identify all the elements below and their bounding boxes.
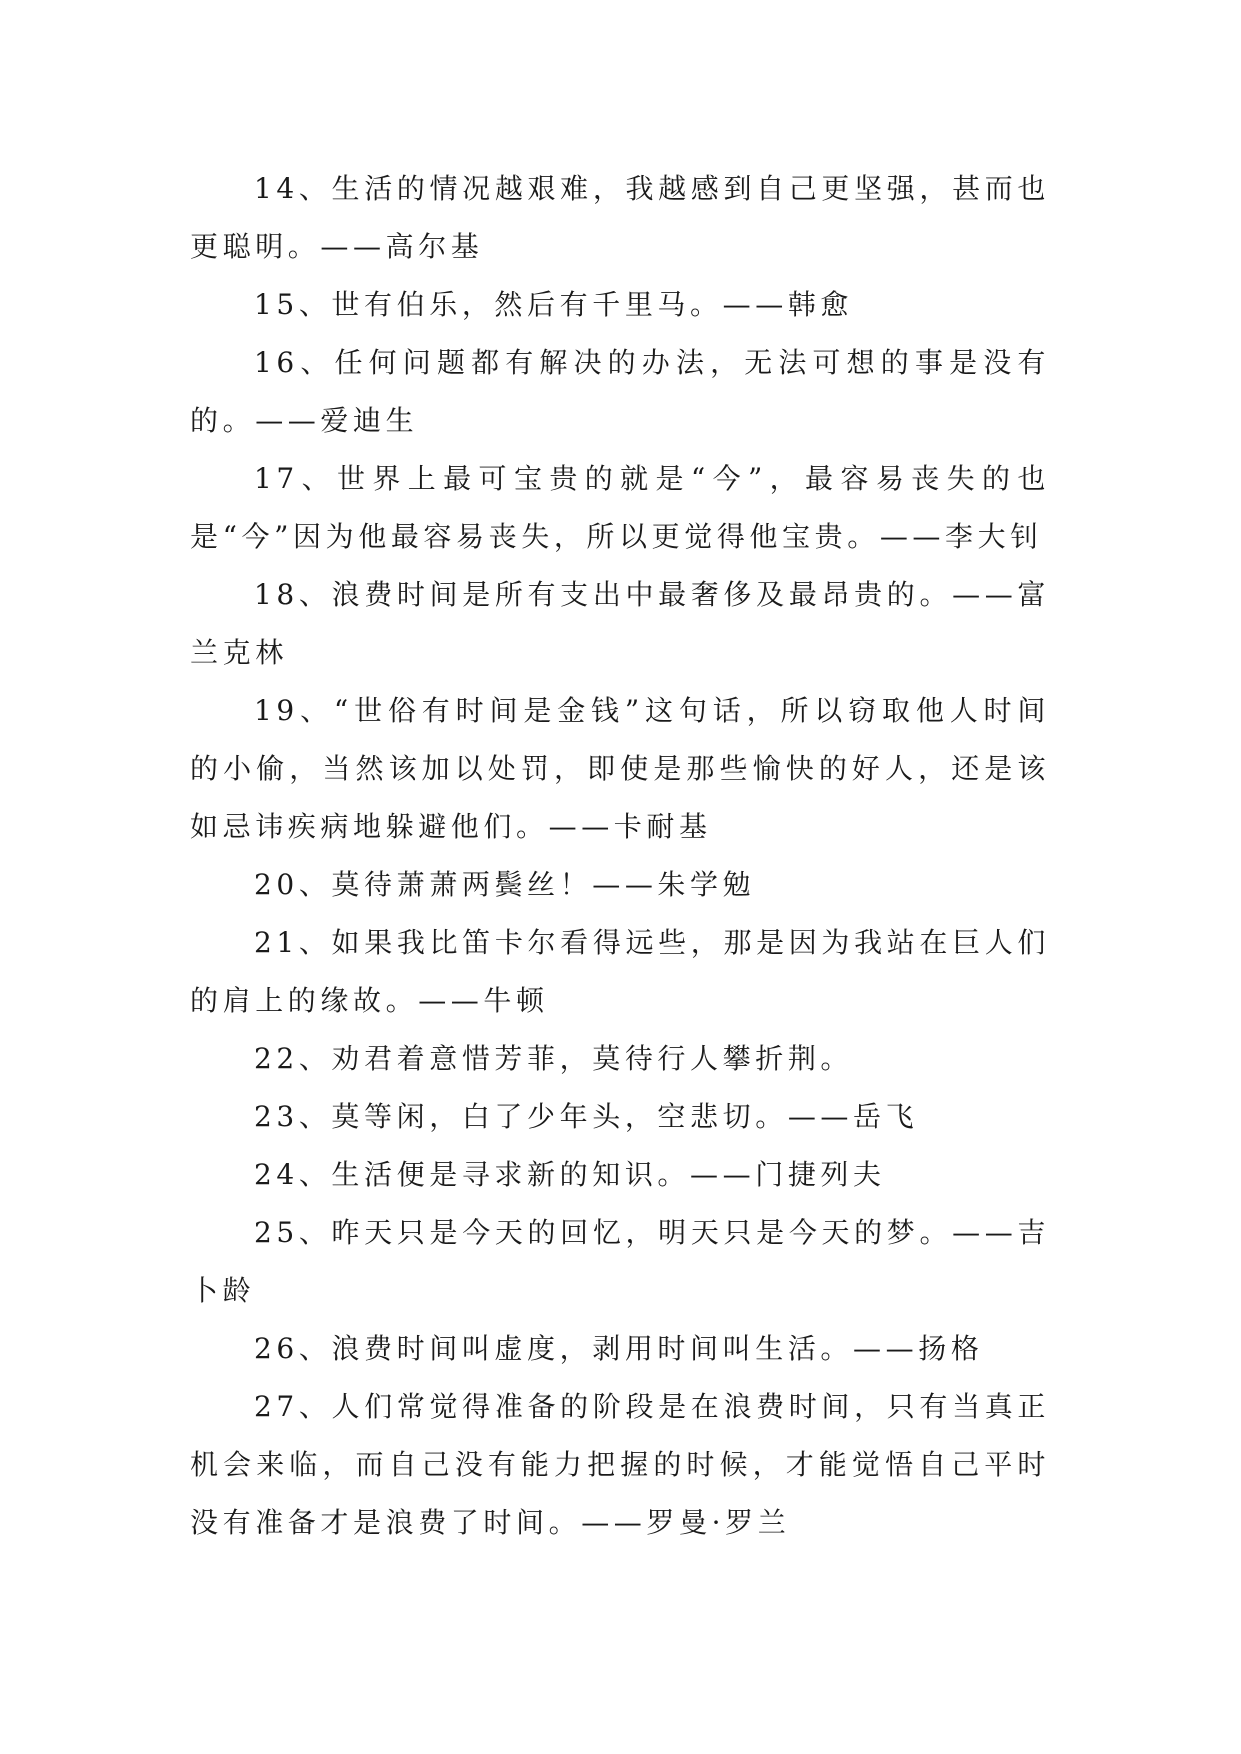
quote-list (190, 160, 1050, 1552)
quote-19: 19、“世俗有时间是金钱”这句话，所以窃取他人时间的小偷，当然该加以处罚，即使是那些愉快的好人，还是该如忌讳疾病地躲避他们。——卡耐基 (190, 694, 1050, 843)
quote-20: 20、莫待萧萧两鬓丝！——朱学勉 (254, 868, 756, 901)
quote-15: 15、世有伯乐，然后有千里马。——韩愈 (254, 288, 854, 321)
quote-16: 16、任何问题都有解决的办法，无法可想的事是没有的。——爱迪生 (190, 346, 1050, 437)
quote-17: 17、世界上最可宝贵的就是“今”，最容易丧失的也是“今”因为他最容易丧失，所以更觉得他宝贵。——李大钊 (190, 462, 1050, 553)
quote-27: 27、人们常觉得准备的阶段是在浪费时间，只有当真正机会来临，而自己没有能力把握的时候，才能觉悟自己平时没有准备才是浪费了时间。——罗曼·罗兰 (190, 1390, 1050, 1539)
quote-21: 21、如果我比笛卡尔看得远些，那是因为我站在巨人们的肩上的缘故。——牛顿 (190, 926, 1050, 1017)
quote-24: 24、生活便是寻求新的知识。——门捷列夫 (254, 1158, 886, 1191)
quote-25: 25、昨天只是今天的回忆，明天只是今天的梦。——吉卜龄 (190, 1216, 1050, 1307)
quote-23: 23、莫等闲，白了少年头，空悲切。——岳飞 (254, 1100, 919, 1133)
quote-14: 14、生活的情况越艰难，我越感到自己更坚强，甚而也更聪明。——高尔基 (190, 172, 1050, 263)
quote-22: 22、劝君着意惜芳菲，莫待行人攀折荆。 (254, 1042, 854, 1075)
quote-26: 26、浪费时间叫虚度，剥用时间叫生活。——扬格 (254, 1332, 984, 1365)
quote-18: 18、浪费时间是所有支出中最奢侈及最昂贵的。——富兰克林 (190, 578, 1050, 669)
